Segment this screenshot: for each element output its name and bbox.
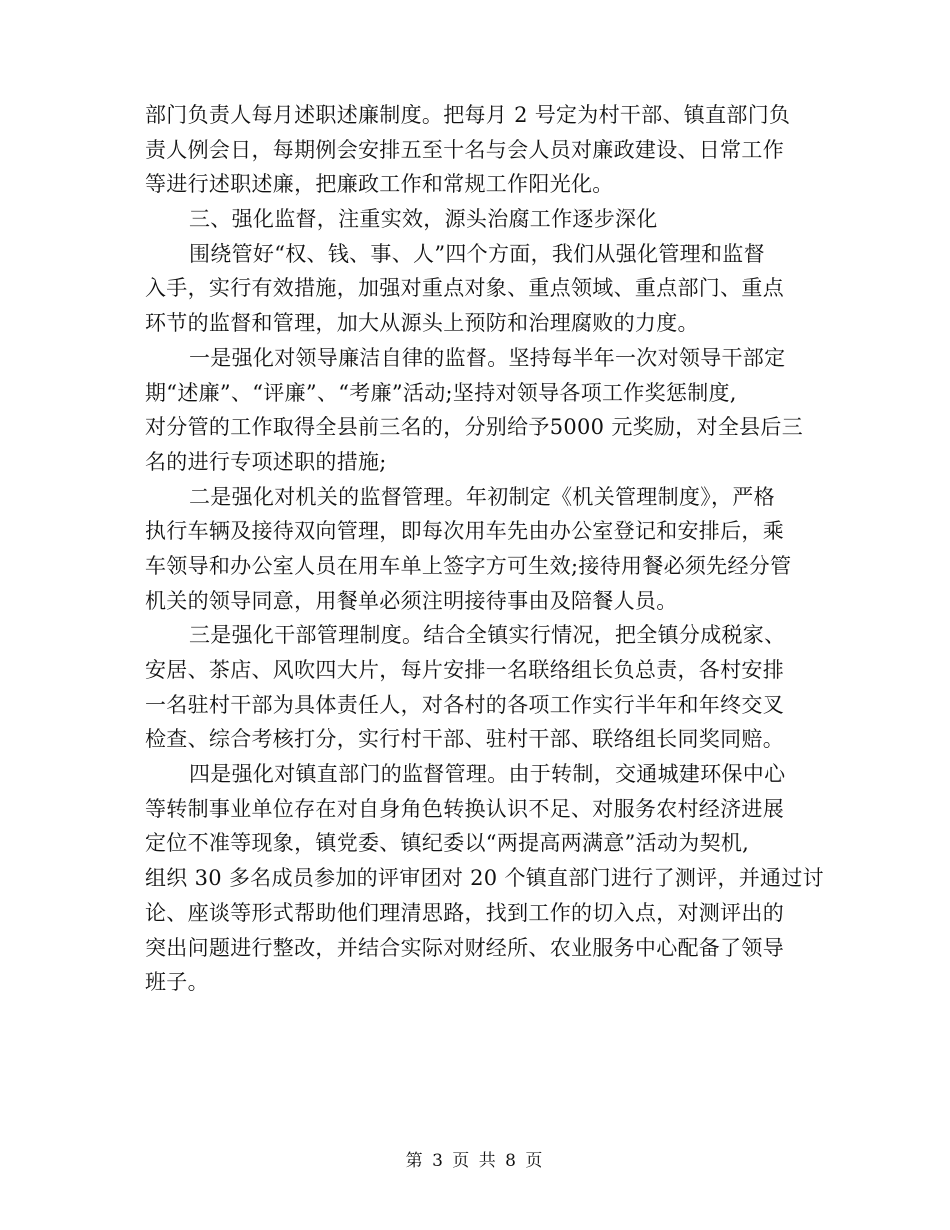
text-line: 机关的领导同意，用餐单必须注明接待事由及陪餐人员。 [145, 588, 678, 613]
text-line: 等转制事业单位存在对自身角色转换认识不足、对服务农村经济进展 [145, 796, 784, 821]
text-line: 名的进行专项述职的措施; [145, 449, 387, 474]
text-line: 组织 30 多名成员参加的评审团对 20 个镇直部门进行了测评，并通过讨 [145, 866, 824, 891]
text-line: 部门负责人每月述职述廉制度。把每月 2 号定为村干部、镇直部门负 [145, 103, 791, 127]
text-line: 等进行述职述廉，把廉政工作和常规工作阳光化。 [145, 172, 614, 197]
paragraph [145, 480, 817, 619]
paragraph [145, 341, 817, 480]
paragraph [145, 98, 817, 202]
page-number: 第 3 页 共 8 页 [405, 1151, 545, 1171]
text-line: 执行车辆及接待双向管理，即每次用车先由办公室登记和安排后，乘 [145, 519, 784, 544]
text-line: 责人例会日，每期例会安排五至十名与会人员对廉政建设、日常工作 [145, 137, 784, 162]
text-line: 车领导和办公室人员在用车单上签字方可生效;接待用餐必须先经分管 [145, 553, 792, 578]
document-body [145, 98, 824, 1000]
text-line: 一名驻村干部为具体责任人，对各村的各项工作实行半年和年终交叉 [145, 692, 784, 717]
text-line: 突出问题进行整改，并结合实际对财经所、农业服务中心配备了领导 [145, 935, 784, 960]
text-line: 安居、茶店、风吹四大片，每片安排一名联络组长负总责，各村安排 [145, 658, 784, 682]
text-line: 环节的监督和管理，加大从源头上预防和治理腐败的力度。 [145, 311, 699, 336]
text-line: 定位不准等现象，镇党委、镇纪委以“两提高两满意”活动为契机, [145, 831, 750, 856]
paragraph [145, 618, 817, 757]
text-line: 论、座谈等形式帮助他们理清思路，找到工作的切入点，对测评出的 [145, 900, 784, 925]
text-line: 班子。 [145, 970, 209, 995]
text-line: 检查、综合考核打分，实行村干部、驻村干部、联络组长同奖同赔。 [145, 727, 784, 752]
paragraph [145, 757, 824, 1000]
text-line: 期“述廉”、“评廉”、“考廉”活动;坚持对领导各项工作奖惩制度, [145, 380, 737, 405]
paragraph [145, 202, 817, 237]
text-line: 一是强化对领导廉洁自律的监督。坚持每半年一次对领导干部定 [189, 345, 786, 370]
text-line: 入手，实行有效措施，加强对重点对象、重点领域、重点部门、重点 [145, 276, 784, 301]
paragraph [145, 237, 817, 341]
text-line: 三、强化监督，注重实效，源头治腐工作逐步深化 [189, 207, 658, 232]
text-line: 对分管的工作取得全县前三名的，分别给予5000 元奖励，对全县后三 [145, 415, 804, 440]
text-line: 三是强化干部管理制度。结合全镇实行情况，把全镇分成税家、 [189, 623, 786, 648]
text-line: 围绕管好“权、钱、事、人”四个方面，我们从强化管理和监督 [189, 241, 765, 266]
text-line: 四是强化对镇直部门的监督管理。由于转制，交通城建环保中心 [189, 762, 786, 787]
text-line: 二是强化对机关的监督管理。年初制定《机关管理制度》，严格 [189, 484, 775, 509]
